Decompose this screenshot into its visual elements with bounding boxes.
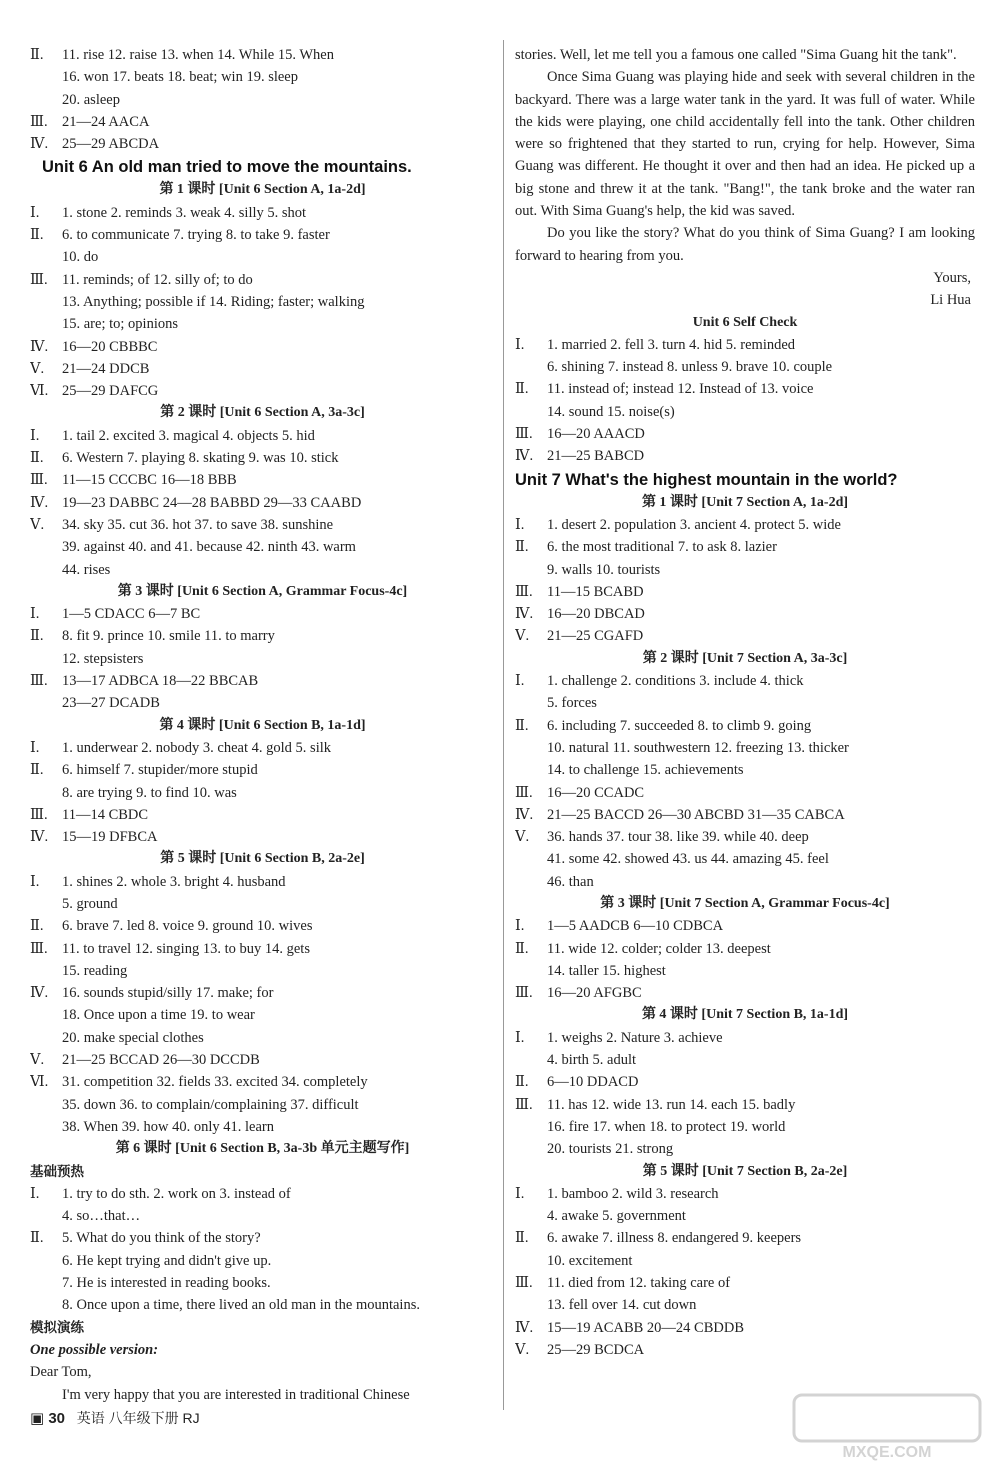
roman-numeral: Ⅱ. (515, 717, 529, 734)
roman-numeral: Ⅱ. (30, 628, 44, 645)
answer-line (515, 1294, 975, 1316)
answer-line (515, 715, 975, 737)
answer-text: 13. fell over 14. cut down (547, 1297, 697, 1314)
letter-paragraph: Do you like the story? What do you think of Sima Guang? I am looking forward to hearing from you. (515, 225, 975, 264)
answer-line (30, 1004, 495, 1026)
roman-numeral: Ⅴ. (30, 1052, 45, 1069)
answer-text: 6. himself 7. stupider/more stupid (62, 762, 258, 779)
answer-text: 34. sky 35. cut 36. hot 37. to save 38. sunshine (62, 516, 334, 533)
lesson-heading: 第 2 课时 [Unit 6 Section A, 3a-3c] (160, 405, 365, 421)
answer-text: 25—29 ABCDA (62, 136, 160, 153)
answer-text: 21—24 AACA (62, 113, 150, 130)
answer-text: 7. He is interested in reading books. (62, 1275, 271, 1292)
roman-numeral: Ⅱ. (30, 450, 44, 467)
roman-numeral: Ⅳ. (30, 338, 49, 355)
answer-line (30, 1227, 495, 1249)
answer-text: 8. Once upon a time, there lived an old man in the mountains. (62, 1297, 420, 1314)
answer-line (30, 1027, 495, 1049)
roman-numeral: Ⅰ. (30, 606, 40, 623)
answer-text: 6. Western 7. playing 8. skating 9. was 10. stick (62, 450, 339, 467)
roman-numeral: Ⅳ. (515, 606, 534, 623)
unit-title: Unit 7 What's the highest mountain in the world? (515, 470, 898, 489)
answer-line (515, 603, 975, 625)
answer-line (30, 269, 495, 291)
answer-text: 11. died from 12. taking care of (547, 1275, 731, 1292)
answer-line (30, 133, 495, 155)
watermark-text: MXQE.COM (842, 1444, 932, 1461)
answer-text: 1. married 2. fell 3. turn 4. hid 5. reminded (547, 336, 796, 353)
answer-text: 16. fire 17. when 18. to protect 19. world (547, 1118, 786, 1135)
answer-text: 25—29 BCDCA (547, 1341, 645, 1358)
answer-text: 4. birth 5. adult (547, 1052, 637, 1069)
answer-text: 14. sound 15. noise(s) (547, 403, 675, 420)
answer-text: 6—10 DDACD (547, 1074, 639, 1091)
answer-text: 8. fit 9. prince 10. smile 11. to marry (62, 628, 275, 645)
answer-text: 16—20 CBBBC (62, 338, 158, 355)
answer-line (30, 514, 495, 536)
answer-text: 11. has 12. wide 13. run 14. each 15. badly (547, 1096, 796, 1113)
roman-numeral: Ⅴ. (30, 516, 45, 533)
lesson-heading: 第 3 课时 [Unit 6 Section A, Grammar Focus-4c] (117, 583, 408, 599)
answer-text: 21—25 BACCD 26—30 ABCBD 31—35 CABCA (547, 806, 845, 823)
answer-text: 13. Anything; possible if 14. Riding; faster; walking (62, 293, 365, 310)
answer-line (515, 1116, 975, 1138)
answer-text: 10. excitement (547, 1252, 633, 1269)
answer-text: 21—25 CGAFD (547, 628, 644, 645)
answer-text: 16—20 AFGBC (547, 985, 642, 1002)
roman-numeral: Ⅲ. (30, 472, 48, 489)
answer-text: 41. some 42. showed 43. us 44. amazing 45. feel (547, 851, 829, 868)
answer-line (30, 536, 495, 558)
answer-line (515, 938, 975, 960)
answer-line (30, 1294, 495, 1316)
letter-line: I'm very happy that you are interested in traditional Chinese (62, 1386, 410, 1403)
answer-line (30, 1071, 495, 1093)
answer-line (515, 826, 975, 848)
answer-text: 6. He kept trying and didn't give up. (62, 1252, 272, 1269)
answer-line (30, 224, 495, 246)
roman-numeral: Ⅱ. (30, 918, 44, 935)
answer-text: 44. rises (62, 561, 111, 578)
answer-text: 46. than (547, 873, 594, 890)
letter-paragraph: Once Sima Guang was playing hide and seek with several children in the backyard. There was a large water tank in the yard. It was full of water. While the kids were playing, one child accidentally fell into the tank. Other children were so frightened that they started to run, crying for help. However, Sima Guang was different. He thought it over and then had an idea. He picked up a big stone and threw it at the tank. "Bang!", the tank broke and the water ran out. With Sima Guang's help, the kid was saved. (515, 69, 975, 220)
answer-text: 10. natural 11. southwestern 12. freezing 13. thicker (547, 739, 849, 756)
answer-line (515, 356, 975, 378)
answer-text: 23—27 DCADB (62, 695, 160, 712)
answer-line (30, 1250, 495, 1272)
answer-text: 25—29 DAFCG (62, 383, 159, 400)
answer-text: 11. instead of; instead 12. Instead of 13. voice (547, 381, 814, 398)
letter-continuation (515, 44, 975, 267)
letter-paragraph: stories. Well, let me tell you a famous one called "Sima Guang hit the tank". (515, 47, 957, 63)
answer-text: 1—5 CDACC 6—7 BC (62, 606, 201, 623)
answer-line (30, 737, 495, 759)
answer-text: 16—20 AAACD (547, 426, 645, 443)
answer-line (30, 826, 495, 848)
roman-numeral: Ⅰ. (515, 336, 525, 353)
answer-line (515, 737, 975, 759)
answer-line (515, 1094, 975, 1116)
answer-line (30, 469, 495, 491)
answer-line (30, 291, 495, 313)
answer-line (515, 445, 975, 467)
roman-numeral: Ⅳ. (30, 985, 49, 1002)
answer-line (30, 915, 495, 937)
answer-line (515, 960, 975, 982)
answer-text: 16—20 DBCAD (547, 606, 645, 623)
roman-numeral: Ⅳ. (30, 494, 49, 511)
subsection-label: 基础预热 (30, 1163, 84, 1179)
roman-numeral: Ⅰ. (515, 673, 525, 690)
answer-text: 14. to challenge 15. achievements (547, 762, 744, 779)
roman-numeral: Ⅱ. (30, 227, 44, 244)
answer-text: 12. stepsisters (62, 650, 144, 667)
answer-line (515, 401, 975, 423)
answer-line (30, 492, 495, 514)
roman-numeral: Ⅱ. (30, 1230, 44, 1247)
answer-text: 5. forces (547, 695, 597, 712)
page-footer (30, 1408, 200, 1428)
roman-numeral: Ⅲ. (30, 673, 48, 690)
answer-line (515, 871, 975, 893)
answer-text: 21—25 BABCD (547, 448, 645, 465)
answer-line (515, 1317, 975, 1339)
answer-text: 16. won 17. beats 18. beat; win 19. sleep (62, 69, 298, 86)
roman-numeral: Ⅰ. (515, 1029, 525, 1046)
answer-text: 1. desert 2. population 3. ancient 4. protect 5. wide (547, 516, 841, 533)
answer-line (30, 111, 495, 133)
answer-text: 11—14 CBDC (62, 806, 149, 823)
answer-line (515, 982, 975, 1004)
lesson-heading: Unit 6 Self Check (692, 314, 798, 330)
answer-text: 13—17 ADBCA 18—22 BBCAB (62, 673, 259, 690)
roman-numeral: Ⅱ. (515, 940, 529, 957)
answer-text: 1. stone 2. reminds 3. weak 4. silly 5. shot (62, 204, 307, 221)
roman-numeral: Ⅰ. (30, 204, 40, 221)
roman-numeral: Ⅲ. (515, 1275, 533, 1292)
answer-line (30, 89, 495, 111)
answer-text: 6. shining 7. instead 8. unless 9. brave 10. couple (547, 359, 833, 376)
answer-line (515, 1138, 975, 1160)
answer-text: 16. sounds stupid/silly 17. make; for (62, 985, 274, 1002)
answer-text: 16—20 CCADC (547, 784, 645, 801)
roman-numeral: Ⅳ. (515, 1319, 534, 1336)
left-column (30, 44, 495, 1406)
roman-numeral: Ⅱ. (30, 762, 44, 779)
answer-text: 9. walls 10. tourists (547, 561, 661, 578)
version-label: One possible version: (30, 1341, 159, 1358)
answer-text: 11—15 BCABD (547, 583, 644, 600)
answer-line (515, 670, 975, 692)
answer-line (515, 536, 975, 558)
roman-numeral: Ⅱ. (515, 381, 529, 398)
answer-text: 36. hands 37. tour 38. like 39. while 40. deep (547, 829, 809, 846)
answer-line (515, 625, 975, 647)
answer-text: 11. wide 12. colder; colder 13. deepest (547, 940, 771, 957)
answer-line (515, 1205, 975, 1227)
answer-line (30, 1183, 495, 1205)
answer-text: 20. tourists 21. strong (547, 1141, 674, 1158)
lesson-heading: 第 5 课时 [Unit 7 Section B, 2a-2e] (642, 1163, 848, 1179)
answer-line (30, 893, 495, 915)
answer-line (515, 1071, 975, 1093)
answer-line (30, 1205, 495, 1227)
roman-numeral: Ⅴ. (515, 1341, 530, 1358)
answer-line (515, 915, 975, 937)
answer-text: 39. against 40. and 41. because 42. ninth 43. warm (62, 539, 356, 556)
roman-numeral: Ⅲ. (30, 940, 48, 957)
answer-text: 11—15 CCCBC 16—18 BBB (62, 472, 237, 489)
roman-numeral: Ⅰ. (30, 427, 40, 444)
answer-text: 15. reading (62, 962, 128, 979)
answer-text: 1. shines 2. whole 3. bright 4. husband (62, 873, 286, 890)
answer-text: 1. tail 2. excited 3. magical 4. objects 5. hid (62, 427, 315, 444)
roman-numeral: Ⅰ. (515, 516, 525, 533)
answer-line (30, 1116, 495, 1138)
answer-line (30, 692, 495, 714)
answer-line (515, 378, 975, 400)
roman-numeral: Ⅵ. (30, 383, 49, 400)
roman-numeral: Ⅰ. (515, 1185, 525, 1202)
answer-line (515, 1339, 975, 1361)
answer-line (515, 1049, 975, 1071)
answer-text: 18. Once upon a time 19. to wear (62, 1007, 255, 1024)
answer-line (30, 559, 495, 581)
roman-numeral: Ⅰ. (515, 918, 525, 935)
roman-numeral: Ⅱ. (515, 1074, 529, 1091)
answer-text: 11. to travel 12. singing 13. to buy 14. gets (62, 940, 310, 957)
watermark-logo (792, 1393, 982, 1463)
answer-line (30, 759, 495, 781)
answer-line (515, 804, 975, 826)
roman-numeral: Ⅲ. (515, 784, 533, 801)
answer-text: 8. are trying 9. to find 10. was (62, 784, 237, 801)
answer-line (30, 782, 495, 804)
roman-numeral: Ⅲ. (515, 426, 533, 443)
answer-text: 1. try to do sth. 2. work on 3. instead of (62, 1185, 291, 1202)
lesson-heading: 第 4 课时 [Unit 7 Section B, 1a-1d] (641, 1007, 849, 1023)
subsection-label: 模拟演练 (30, 1319, 84, 1335)
answer-line (30, 1272, 495, 1294)
answer-line (515, 782, 975, 804)
answer-line (30, 670, 495, 692)
answer-text: 21—25 BCCAD 26—30 DCCDB (62, 1052, 260, 1069)
answer-text: 6. awake 7. illness 8. endangered 9. keepers (547, 1230, 802, 1247)
answer-text: 15. are; to; opinions (62, 316, 178, 333)
roman-numeral: Ⅴ. (515, 628, 530, 645)
answer-text: 1. challenge 2. conditions 3. include 4. thick (547, 673, 804, 690)
answer-line (515, 514, 975, 536)
roman-numeral: Ⅰ. (30, 1185, 40, 1202)
answer-text: 15—19 DFBCA (62, 829, 158, 846)
answer-text: 35. down 36. to complain/complaining 37. difficult (62, 1096, 359, 1113)
answer-line (515, 334, 975, 356)
answer-line (515, 1250, 975, 1272)
roman-numeral: Ⅲ. (30, 271, 48, 288)
answer-text: 1. underwear 2. nobody 3. cheat 4. gold 5. silk (62, 739, 332, 756)
answer-text: 10. do (62, 249, 99, 266)
letter-closing (515, 267, 975, 312)
answer-text: 6. the most traditional 7. to ask 8. lazier (547, 539, 777, 556)
answer-line (515, 1027, 975, 1049)
lesson-heading: 第 1 课时 [Unit 7 Section A, 1a-2d] (641, 494, 849, 510)
answer-text: 1—5 AADCB 6—10 CDBCA (547, 918, 724, 935)
answer-text: 4. awake 5. government (547, 1208, 686, 1225)
answer-line (30, 313, 495, 335)
roman-numeral: Ⅰ. (30, 873, 40, 890)
roman-numeral: Ⅲ. (515, 1096, 533, 1113)
answer-text: 20. asleep (62, 91, 120, 108)
footer-mark: ▣ (30, 1410, 49, 1427)
answer-text: 1. weighs 2. Nature 3. achieve (547, 1029, 723, 1046)
answer-text: 11. rise 12. raise 13. when 14. While 15. When (62, 47, 334, 63)
answer-line (515, 1227, 975, 1249)
answer-line (30, 648, 495, 670)
answer-line (30, 358, 495, 380)
answer-text: 6. to communicate 7. trying 8. to take 9. faster (62, 227, 330, 244)
answer-line (30, 960, 495, 982)
answer-line (515, 692, 975, 714)
answer-text: 21—24 DDCB (62, 360, 150, 377)
roman-numeral: Ⅱ. (515, 539, 529, 556)
lesson-heading: 第 6 课时 [Unit 6 Section B, 3a-3b 单元主题写作] (115, 1141, 410, 1157)
lesson-heading: 第 2 课时 [Unit 7 Section A, 3a-3c] (642, 650, 848, 666)
answer-text: 1. bamboo 2. wild 3. research (547, 1185, 719, 1202)
answer-line (30, 1049, 495, 1071)
answer-line (30, 66, 495, 88)
roman-numeral: Ⅱ. (515, 1230, 529, 1247)
answer-line (30, 336, 495, 358)
answer-line (30, 871, 495, 893)
roman-numeral: Ⅵ. (30, 1074, 49, 1091)
roman-numeral: Ⅱ. (30, 47, 44, 63)
answer-line (30, 625, 495, 647)
lesson-heading: 第 4 课时 [Unit 6 Section B, 1a-1d] (159, 717, 366, 733)
roman-numeral: Ⅴ. (515, 829, 530, 846)
answer-line (30, 246, 495, 268)
answer-line (30, 804, 495, 826)
footer-subject: 英语 八年级下册 RJ (76, 1410, 200, 1426)
column-divider (503, 40, 504, 1410)
answer-text: 6. brave 7. led 8. voice 9. ground 10. wives (62, 918, 313, 935)
roman-numeral: Ⅲ. (30, 806, 48, 823)
page-number: 30 (48, 1410, 66, 1427)
answer-line (515, 581, 975, 603)
unit-title: Unit 6 An old man tried to move the mountains. (42, 158, 412, 177)
answer-line (515, 848, 975, 870)
answer-list-right (515, 312, 975, 1362)
roman-numeral: Ⅲ. (515, 985, 533, 1002)
roman-numeral: Ⅳ. (515, 448, 534, 465)
answer-line (30, 982, 495, 1004)
roman-numeral: Ⅳ. (515, 806, 534, 823)
answer-text: 14. taller 15. highest (547, 962, 666, 979)
answer-text: 6. including 7. succeeded 8. to climb 9. going (547, 717, 812, 734)
answer-line (30, 447, 495, 469)
roman-numeral: Ⅰ. (30, 739, 40, 756)
letter-salutation: Dear Tom, (30, 1364, 92, 1381)
answer-text: 4. so…that… (62, 1208, 141, 1225)
answer-line (515, 1183, 975, 1205)
answer-line (515, 1272, 975, 1294)
answer-line (30, 1094, 495, 1116)
right-column (515, 44, 975, 1361)
answer-line (515, 559, 975, 581)
answer-line (515, 423, 975, 445)
answer-text: 31. competition 32. fields 33. excited 34. completely (62, 1074, 368, 1091)
answer-line (515, 759, 975, 781)
answer-text: 5. ground (62, 895, 118, 912)
roman-numeral: Ⅴ. (30, 360, 45, 377)
answer-line (30, 938, 495, 960)
answer-line (30, 202, 495, 224)
lesson-heading: 第 3 课时 [Unit 7 Section A, Grammar Focus-4c] (600, 895, 890, 911)
answer-line (30, 44, 495, 66)
roman-numeral: Ⅳ. (30, 136, 49, 153)
answer-text: 15—19 ACABB 20—24 CBDDB (547, 1319, 744, 1336)
lesson-heading: 第 1 课时 [Unit 6 Section A, 1a-2d] (159, 182, 366, 198)
roman-numeral: Ⅲ. (515, 583, 533, 600)
answer-line (30, 603, 495, 625)
answer-text: 19—23 DABBC 24—28 BABBD 29—33 CAABD (62, 494, 362, 511)
signature-name: Li Hua (930, 292, 971, 309)
answer-text: 11. reminds; of 12. silly of; to do (62, 271, 253, 288)
closing-word: Yours, (933, 269, 971, 286)
answer-text: 20. make special clothes (62, 1029, 204, 1046)
answer-text: 38. When 39. how 40. only 41. learn (62, 1118, 274, 1135)
roman-numeral: Ⅳ. (30, 829, 49, 846)
answer-line (30, 380, 495, 402)
answer-text: 5. What do you think of the story? (62, 1230, 261, 1247)
answer-line (30, 425, 495, 447)
lesson-heading: 第 5 课时 [Unit 6 Section B, 2a-2e] (160, 851, 365, 867)
roman-numeral: Ⅲ. (30, 113, 48, 130)
